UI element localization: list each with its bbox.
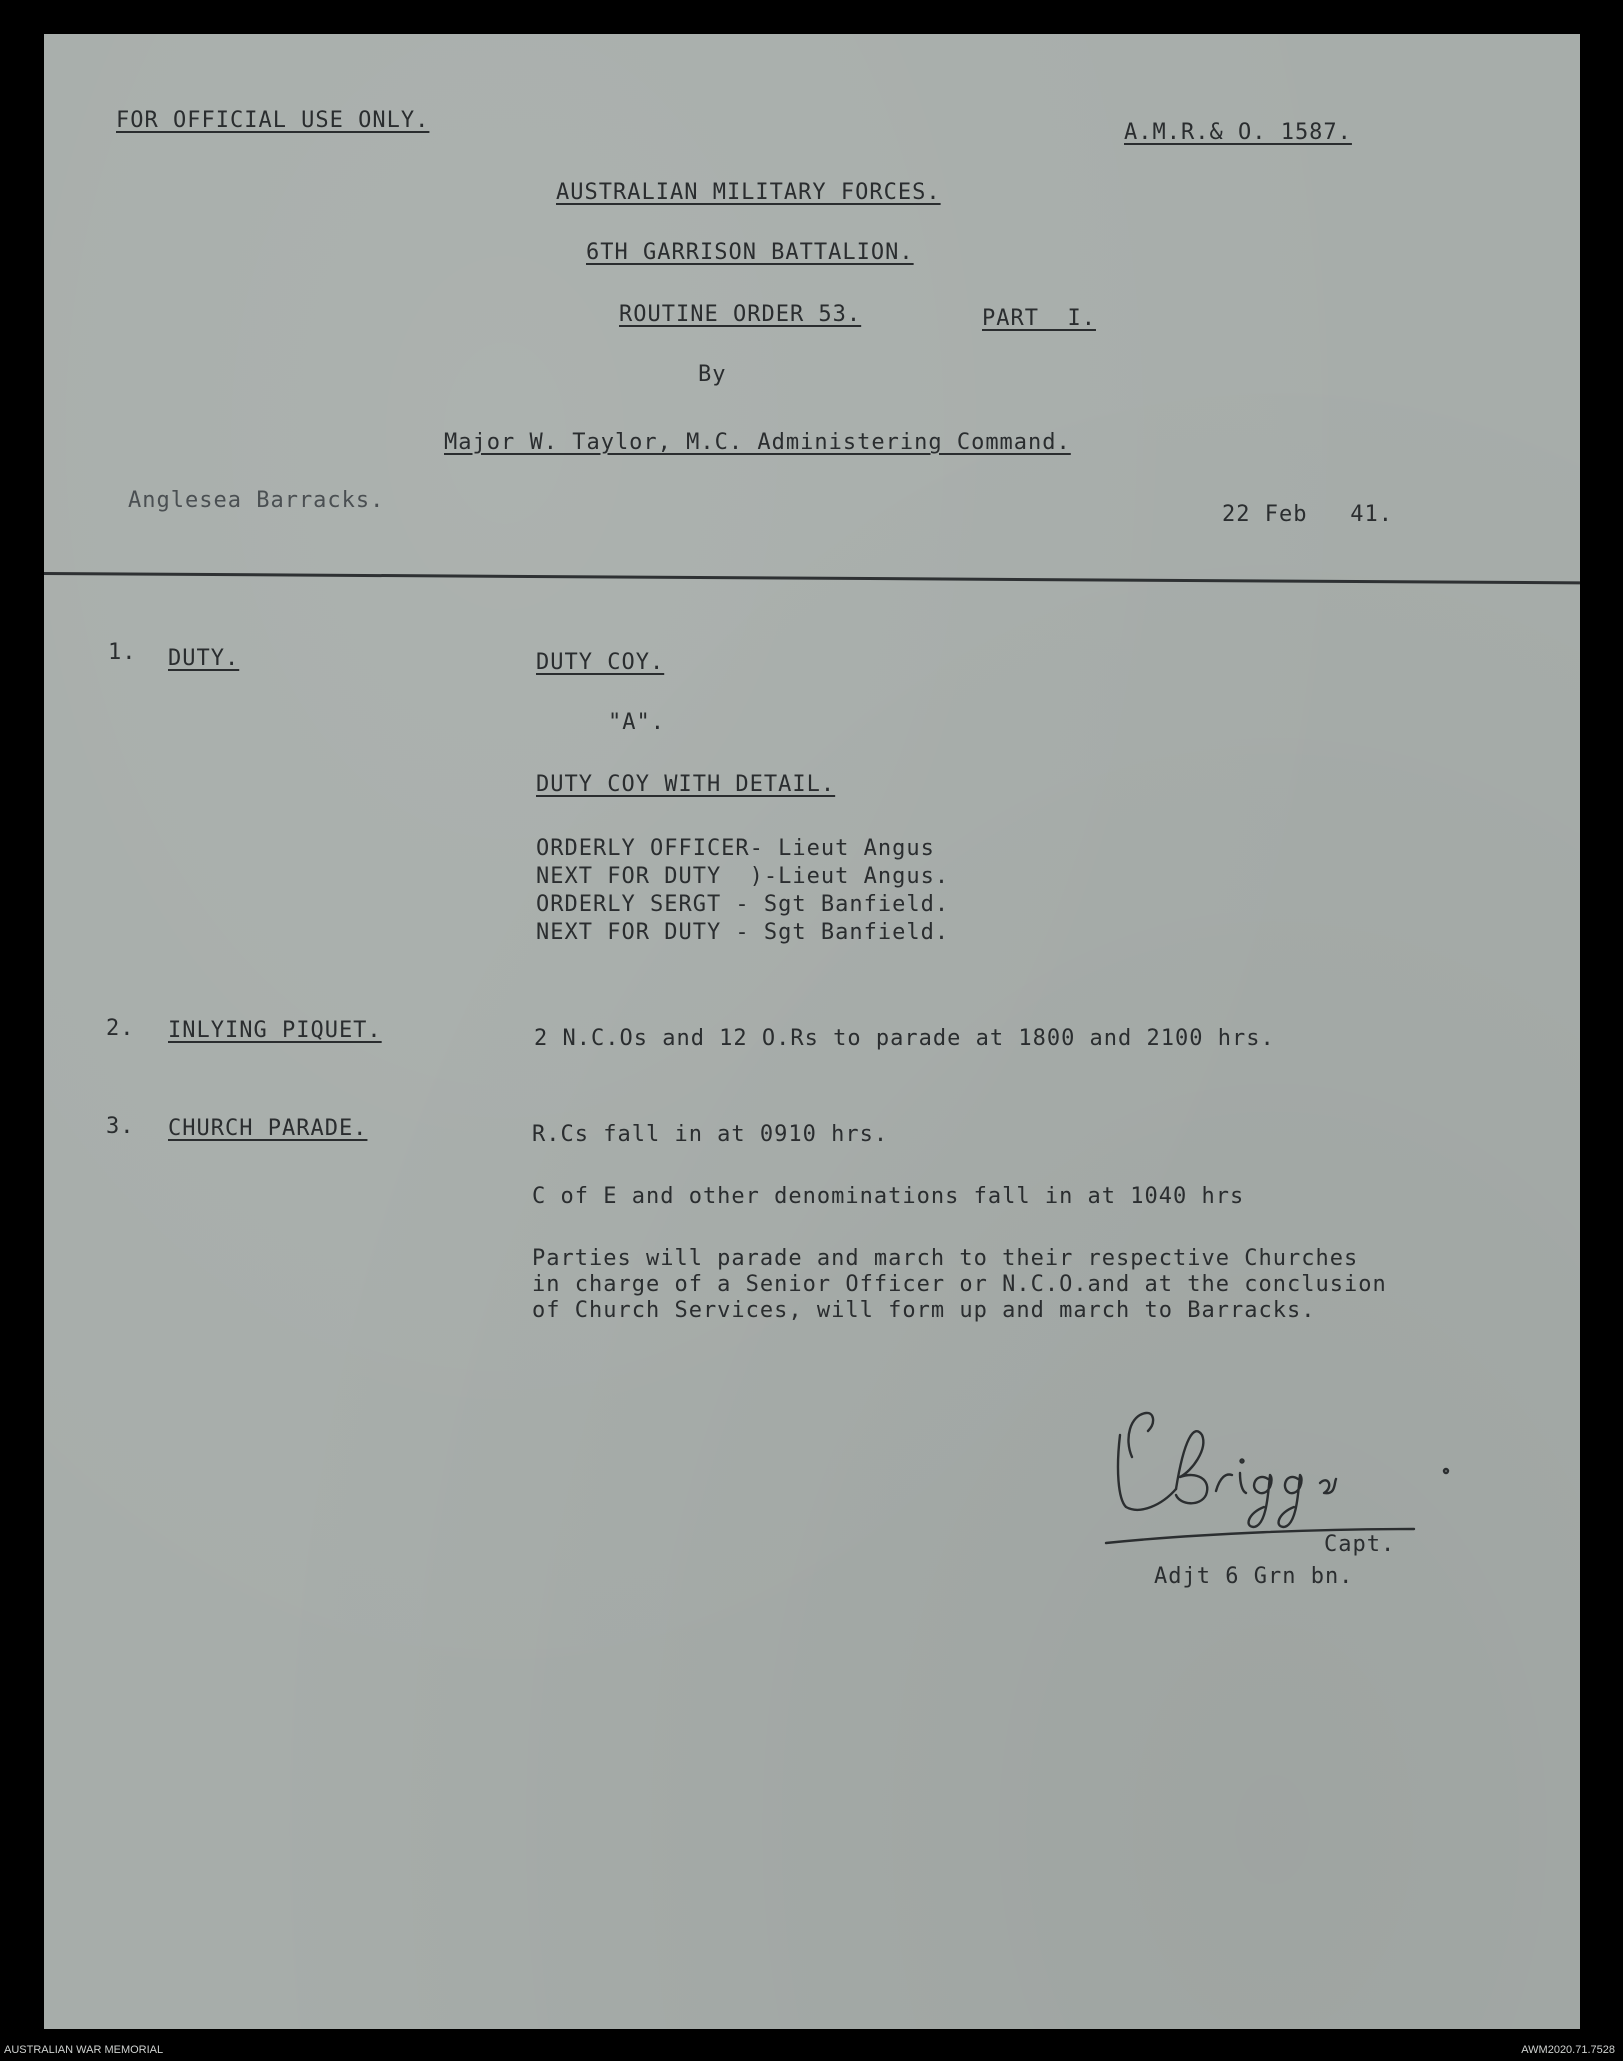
routine-order-title: ROUTINE ORDER 53.: [619, 302, 862, 327]
church-line: C of E and other denominations fall in at 1040 hrs: [532, 1184, 1245, 1209]
duty-line: ORDERLY OFFICER- Lieut Angus: [536, 836, 935, 861]
signoff-appointment: Adjt 6 Grn bn.: [1154, 1564, 1354, 1589]
horizontal-rule: [44, 572, 1580, 584]
duty-coy-heading: DUTY COY.: [536, 650, 665, 675]
church-line: in charge of a Senior Officer or N.C.O.and at the conclusion: [532, 1272, 1387, 1297]
reference-number: A.M.R.& O. 1587.: [1124, 120, 1352, 145]
duty-detail-heading: DUTY COY WITH DETAIL.: [536, 772, 836, 797]
location-label: Anglesea Barracks.: [128, 488, 385, 513]
authority-line: Major W. Taylor, M.C. Administering Command.: [444, 430, 1071, 455]
signoff-rank: Capt.: [1324, 1532, 1396, 1557]
duty-line: ORDERLY SERGT - Sgt Banfield.: [536, 892, 950, 917]
archive-credit: AUSTRALIAN WAR MEMORIAL: [4, 2044, 164, 2056]
church-line: Parties will parade and march to their respective Churches: [532, 1246, 1359, 1271]
archive-reference: AWM2020.71.7528: [1521, 2044, 1615, 2056]
item-heading: INLYING PIQUET.: [168, 1018, 382, 1043]
item-heading: CHURCH PARADE.: [168, 1116, 368, 1141]
part-label: PART I.: [982, 306, 1096, 331]
duty-coy-letter: "A".: [608, 710, 665, 735]
item-heading: DUTY.: [168, 646, 240, 671]
item-number: 1.: [108, 640, 137, 665]
item-number: 3.: [106, 1114, 135, 1139]
duty-line: NEXT FOR DUTY )-Lieut Angus.: [536, 864, 950, 889]
by-label: By: [698, 362, 727, 387]
date-label: 22 Feb 41.: [1222, 502, 1393, 527]
handwritten-signature: [1084, 1379, 1464, 1559]
organisation-heading: AUSTRALIAN MILITARY FORCES.: [556, 180, 941, 205]
document-page: [44, 34, 1580, 2029]
church-line: R.Cs fall in at 0910 hrs.: [532, 1122, 889, 1147]
duty-line: NEXT FOR DUTY - Sgt Banfield.: [536, 920, 950, 945]
item-number: 2.: [106, 1016, 135, 1041]
classification-label: FOR OFFICIAL USE ONLY.: [116, 108, 430, 133]
unit-heading: 6TH GARRISON BATTALION.: [586, 240, 914, 265]
church-line: of Church Services, will form up and march to Barracks.: [532, 1298, 1316, 1323]
item-text: 2 N.C.Os and 12 O.Rs to parade at 1800 and 2100 hrs.: [534, 1026, 1275, 1051]
